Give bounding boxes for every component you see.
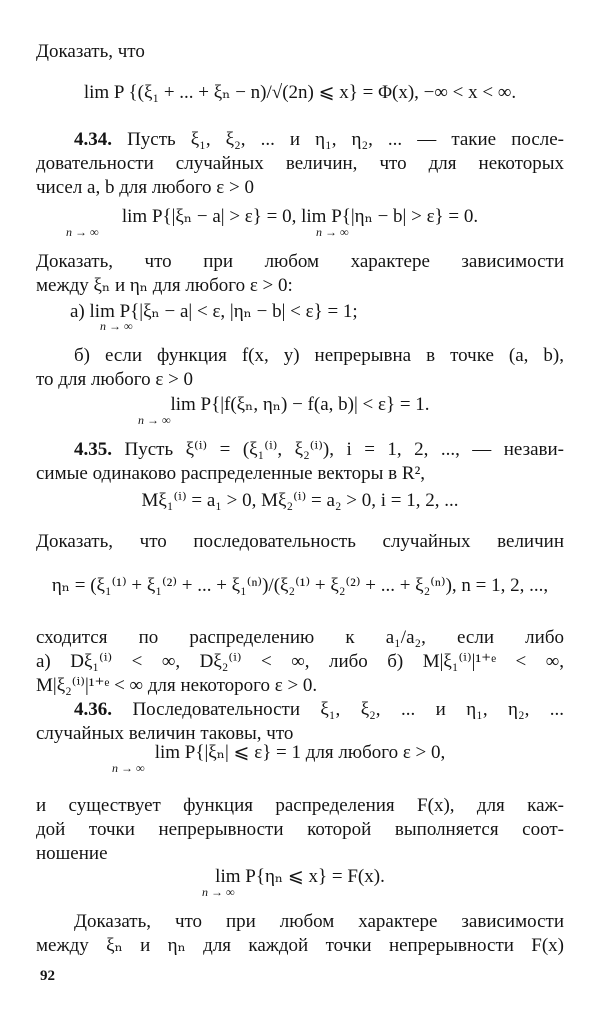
formula-part-a: а) lim P{|ξₙ − a| < ε, |ηₙ − b| < ε} = 1; bbox=[70, 301, 358, 322]
lim-subscript bbox=[100, 320, 133, 332]
text-line: а) Dξ₁⁽ⁱ⁾ < ∞, Dξ₂⁽ⁱ⁾ < ∞, либо б) M|ξ₁⁽ⁱ⁾|¹⁺ᵉ < ∞, bbox=[36, 651, 564, 672]
problem-4-34-line-1 bbox=[36, 128, 564, 152]
formula-part-b: lim P{|f(ξₙ, ηₙ) − f(a, b)| < ε} = 1. bbox=[170, 394, 430, 415]
text-span: Последовательности ξ₁, ξ₂, ... и η₁, η₂, ... bbox=[132, 699, 564, 720]
text-line: симые одинаково распределенные векторы в R², bbox=[36, 463, 426, 484]
problem-number: 4.36. bbox=[74, 699, 112, 720]
formula-expectations: Mξ₁⁽ⁱ⁾ = a₁ > 0, Mξ₂⁽ⁱ⁾ = a₂ > 0, i = 1, 2, ... bbox=[141, 490, 459, 511]
lim-subscript bbox=[316, 226, 349, 238]
text-line: M|ξ₂⁽ⁱ⁾|¹⁺ᵉ < ∞ для некоторого ε > 0. bbox=[36, 675, 318, 696]
text-line: то для любого ε > 0 bbox=[36, 369, 194, 390]
text-line: дой точки непрерывности которой выполняется соот- bbox=[36, 819, 564, 840]
problem-number: 4.34. bbox=[74, 129, 112, 150]
text-line: Доказать, что последовательность случайных величин bbox=[36, 531, 564, 552]
formula-limit-clt: lim P {(ξ₁ + ... + ξₙ − n)/√(2n) ⩽ x} = Φ(x), −∞ < x < ∞. bbox=[83, 82, 517, 103]
formula-xi-limit: lim P{|ξₙ| ⩽ ε} = 1 для любого ε > 0, bbox=[154, 742, 446, 763]
text-line: сходится по распределению к a₁/a₂, если либо bbox=[36, 627, 564, 648]
text-line: между ξₙ и ηₙ для каждой точки непрерывности F(x) bbox=[36, 935, 564, 956]
text-line: б) если функция f(x, y) непрерывна в точке (a, b), bbox=[74, 345, 564, 366]
text-line: чисел a, b для любого ε > 0 bbox=[36, 177, 254, 198]
lim-subscript bbox=[202, 886, 235, 898]
lim-sub-text: n → ∞ bbox=[138, 413, 171, 427]
text-line: ношение bbox=[36, 843, 108, 864]
lim-sub-text: n → ∞ bbox=[202, 885, 235, 899]
problem-4-35-line-1 bbox=[36, 438, 564, 462]
lim-subscript bbox=[138, 414, 171, 426]
text-span: Пусть ξ₁, ξ₂, ... и η₁, η₂, ... — такие после- bbox=[127, 129, 565, 150]
text-line: Доказать, что при любом характере зависимости bbox=[74, 911, 564, 932]
lim-subscript bbox=[112, 762, 145, 774]
lim-sub-text: n → ∞ bbox=[100, 319, 133, 333]
text-span: Пусть ξ⁽ⁱ⁾ = (ξ₁⁽ⁱ⁾, ξ₂⁽ⁱ⁾), i = 1, 2, ..., — незави- bbox=[124, 439, 565, 460]
text-line: случайных величин таковы, что bbox=[36, 723, 294, 744]
formula-eta-limit: lim P{ηₙ ⩽ x} = F(x). bbox=[215, 866, 385, 887]
text-line: довательности случайных величин, что для некоторых bbox=[36, 153, 564, 174]
formula-eta-ratio: ηₙ = (ξ₁⁽¹⁾ + ξ₁⁽²⁾ + ... + ξ₁⁽ⁿ⁾)/(ξ₂⁽¹⁾ + ξ₂⁽²⁾ + ... + ξ₂⁽ⁿ⁾), n = 1, 2, ..., bbox=[51, 575, 549, 596]
lim-sub-text: n → ∞ bbox=[316, 225, 349, 239]
lim-sub-text: n → ∞ bbox=[112, 761, 145, 775]
lim-sub-text: n → ∞ bbox=[66, 225, 99, 239]
text-line: и существует функция распределения F(x), для каж- bbox=[36, 795, 564, 816]
text-line: между ξₙ и ηₙ для любого ε > 0: bbox=[36, 275, 293, 296]
formula-convergence: lim P{|ξₙ − a| > ε} = 0, lim P{|ηₙ − b| > ε} = 0. bbox=[121, 206, 479, 227]
problem-number: 4.35. bbox=[74, 439, 112, 460]
page-number: 92 bbox=[40, 968, 55, 984]
text-line: Доказать, что при любом характере зависимости bbox=[36, 251, 564, 272]
problem-4-36-line-1 bbox=[36, 698, 564, 722]
lim-subscript bbox=[66, 226, 99, 238]
text-line: Доказать, что bbox=[36, 41, 145, 62]
